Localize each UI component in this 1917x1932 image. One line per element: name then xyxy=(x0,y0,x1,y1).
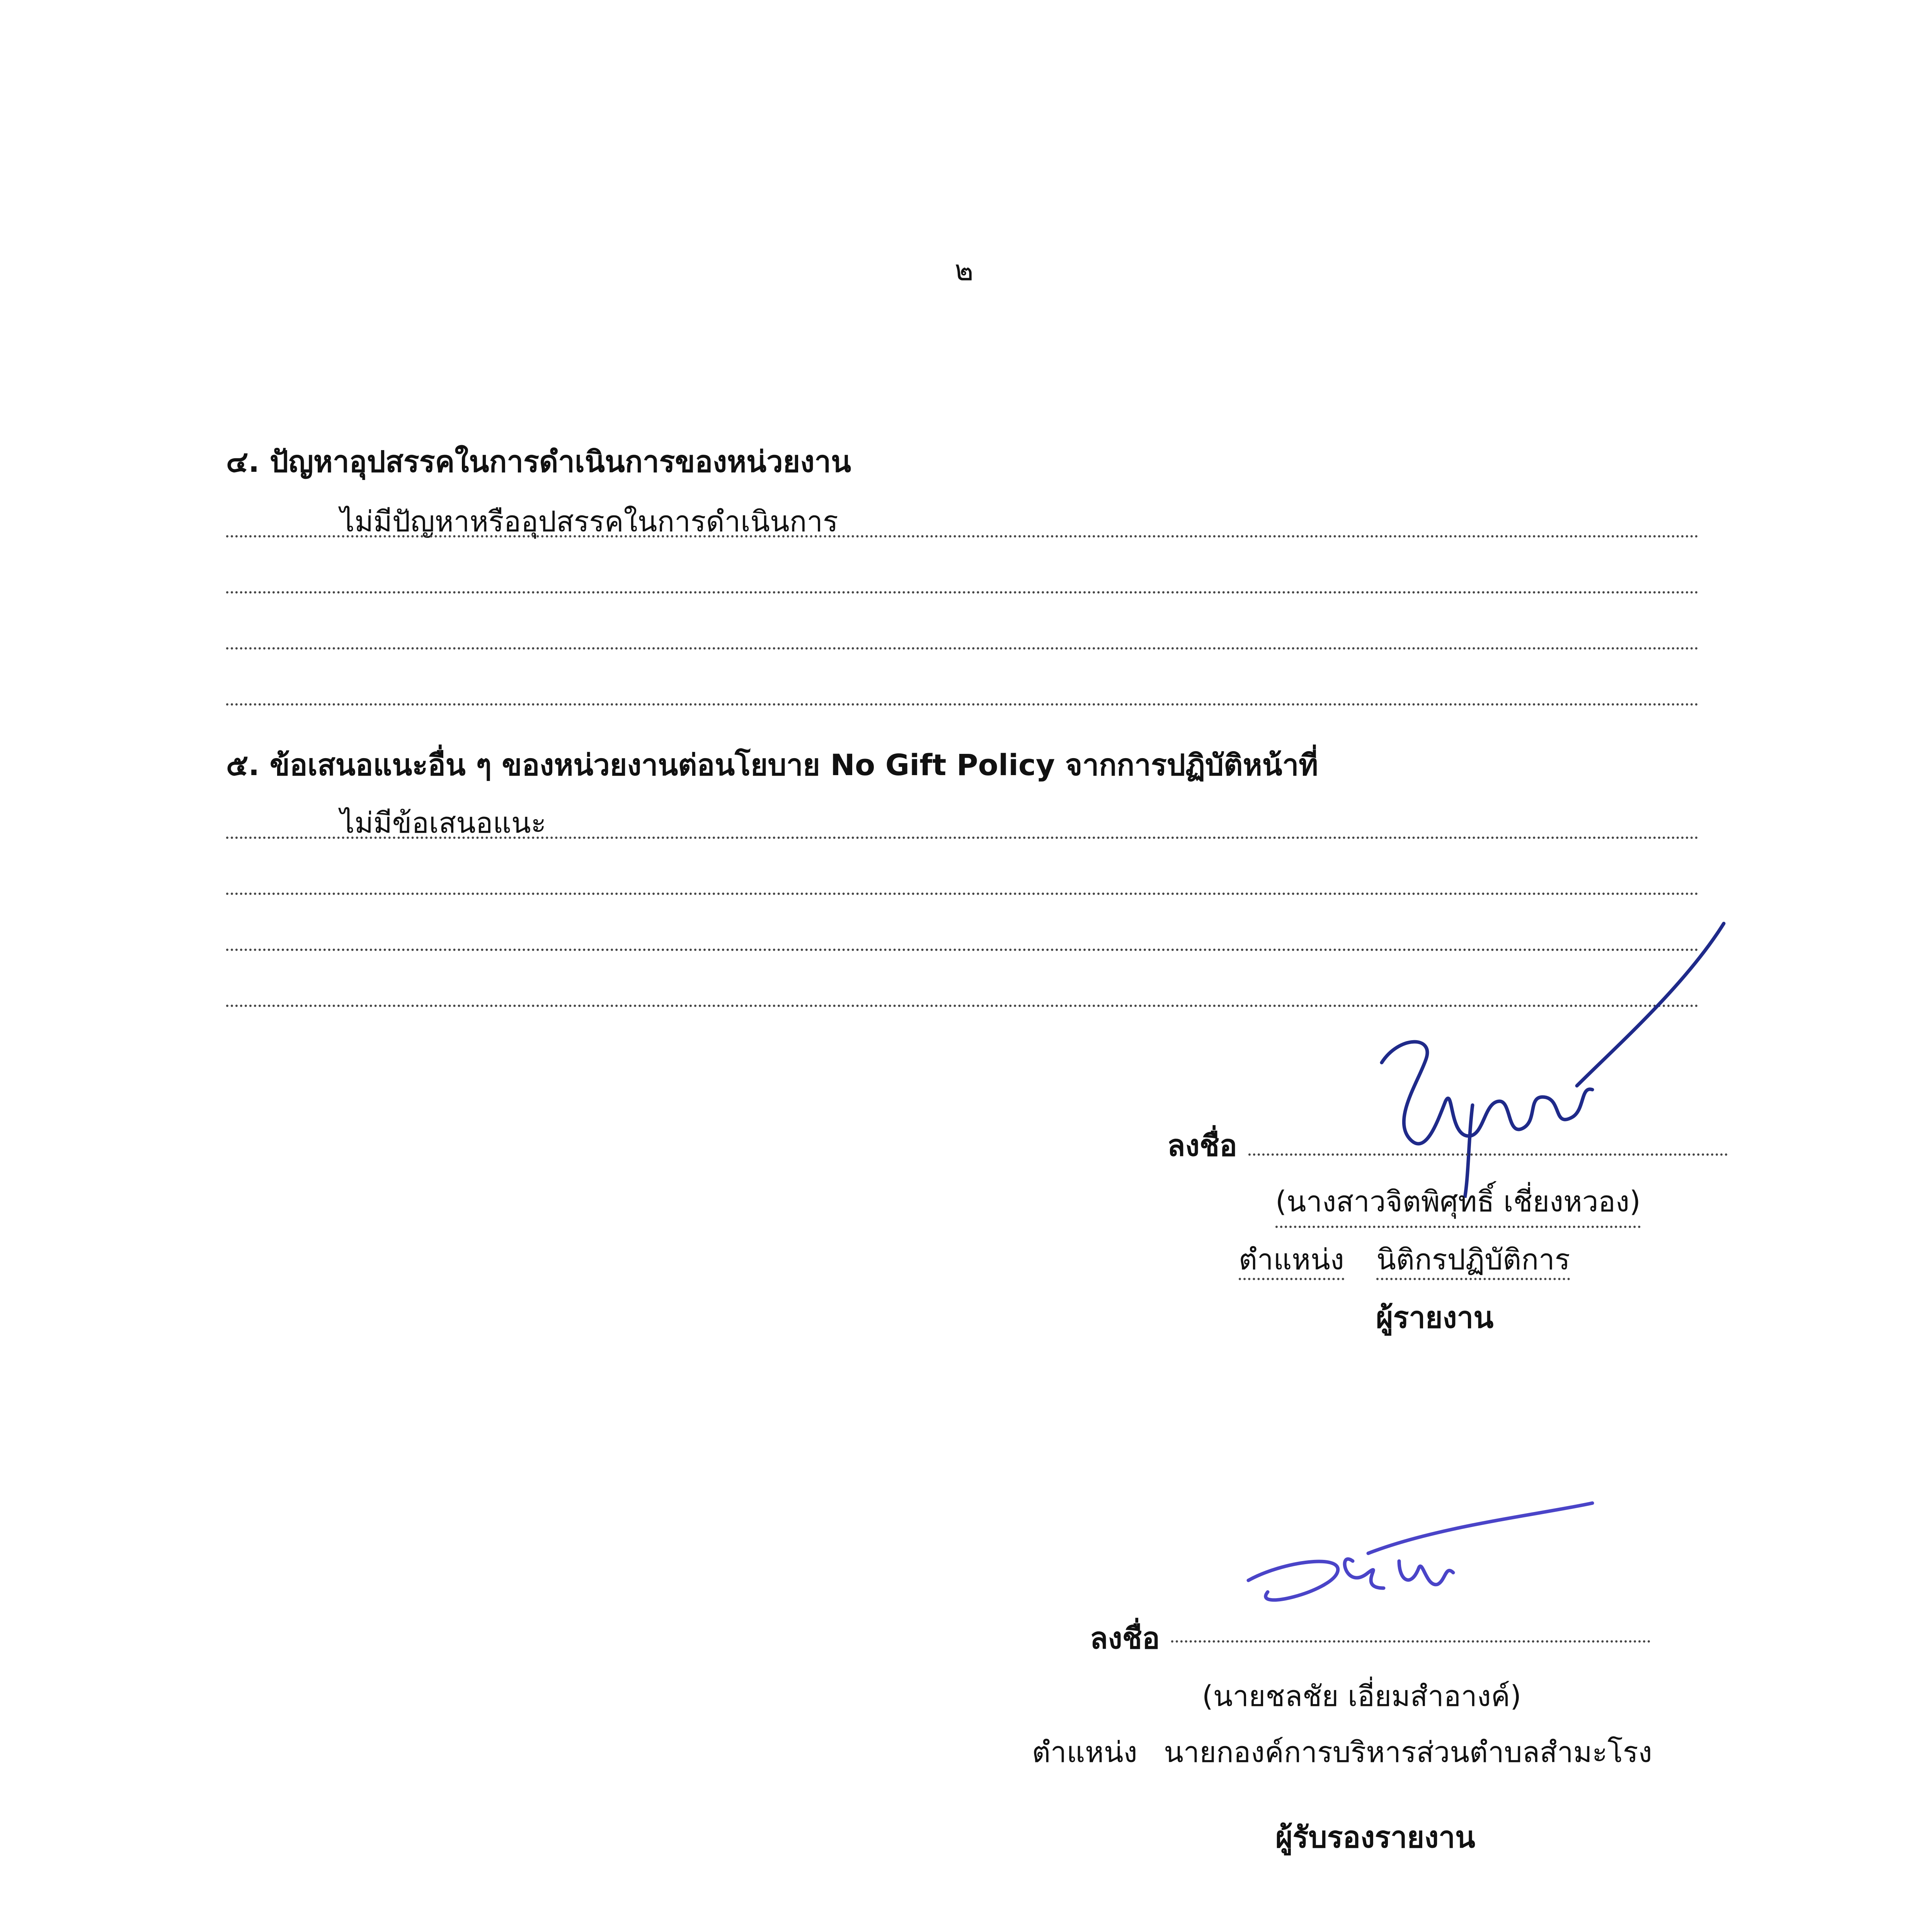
certifier-name: (นายชลชัย เอี่ยมสำอางค์) xyxy=(1202,1680,1522,1713)
reporter-sign-label: ลงชื่อ xyxy=(1167,1128,1237,1163)
certifier-role: ผู้รับรองรายงาน xyxy=(1275,1820,1475,1854)
certifier-position: นายกองค์การบริหารส่วนตำบลสำมะโรง xyxy=(1164,1736,1652,1769)
dotted-line xyxy=(226,535,1699,537)
certifier-sign-label: ลงชื่อ xyxy=(1090,1621,1160,1655)
reporter-position: นิติกรปฏิบัติการ xyxy=(1376,1243,1570,1280)
dotted-line xyxy=(226,591,1699,594)
dotted-line xyxy=(226,647,1699,650)
section4-heading: ๔. ปัญหาอุปสรรคในการดำเนินการของหน่วยงาน xyxy=(226,444,851,479)
page-number: ๒ xyxy=(955,254,974,287)
dotted-line xyxy=(226,837,1699,839)
certifier-position-label: ตำแหน่ง xyxy=(1032,1736,1137,1769)
section5-answer: ไม่มีข้อเสนอแนะ xyxy=(340,806,546,840)
dotted-line xyxy=(226,893,1699,895)
reporter-signature xyxy=(1345,920,1739,1198)
reporter-name: (นางสาวจิตพิศุทธิ์ เชี่ยงหวอง) xyxy=(1275,1179,1641,1228)
reporter-position-label: ตำแหน่ง xyxy=(1239,1243,1344,1280)
dotted-line xyxy=(226,703,1699,706)
section5-heading: ๕. ข้อเสนอแนะอื่น ๆ ของหน่วยงานต่อนโยบาย No Gift Policy จากการปฏิบัติหน้าที่ xyxy=(226,748,1318,782)
reporter-signature-line xyxy=(1248,1153,1728,1156)
reporter-role: ผู้รายงาน xyxy=(1376,1300,1494,1335)
certifier-signature-line xyxy=(1171,1640,1650,1643)
certifier-signature xyxy=(1237,1495,1600,1623)
section4-answer: ไม่มีปัญหาหรืออุปสรรคในการดำเนินการ xyxy=(340,505,838,538)
